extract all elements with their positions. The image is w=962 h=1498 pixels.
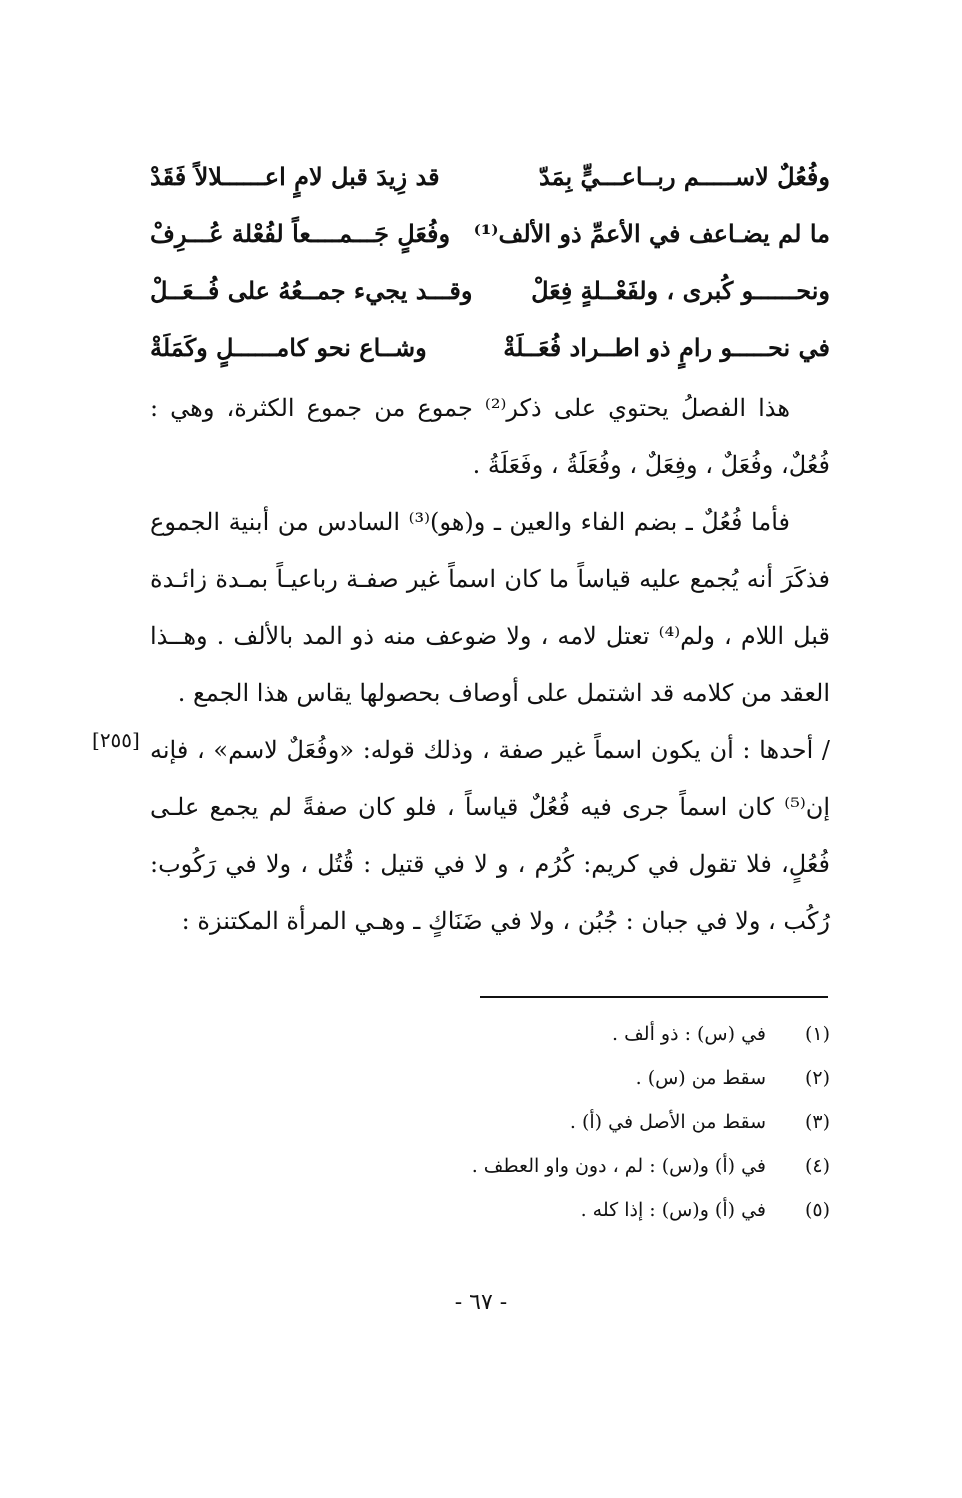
footnote-text: في (س) : ذو ألف . — [612, 1023, 766, 1045]
footnote — [150, 1188, 830, 1232]
verse-line — [150, 205, 830, 262]
verse-line — [150, 262, 830, 319]
footnote-number: (٤) — [804, 1155, 830, 1177]
body-text — [150, 380, 830, 950]
verse-first-hemistich: ما لم يضـاعف في الأعمِّ ذو الألف⁽¹⁾ — [473, 219, 830, 248]
footnote-number: (١) — [804, 1023, 830, 1045]
verse-first-hemistich: وفُعُلٌ لاســـــم ربــاعـــيٍّ بِمَدّ — [538, 162, 830, 191]
verse-first-hemistich: في نحـــــو رامٍ ذو اطــراد فُعَــلَةْ — [503, 333, 830, 362]
verse-block — [150, 148, 830, 376]
verse-line — [150, 319, 830, 376]
footnote — [150, 1100, 830, 1144]
footnote-number: (٢) — [804, 1067, 830, 1089]
footnote-text: في (أ) و(س) : إذا كله . — [580, 1199, 766, 1221]
paragraph: / أحدها : أن يكون اسماً غير صفة ، وذلك قوله: «وفُعَلٌ لاسم» ، فإنه إن⁽⁵⁾ كان اسماً جرى فيه فُعُلٌ قياساً ، فلو كان صفةً لم يجمع علـى فُعُلٍ، فلا تقول في كريم: كُرُم ، و لا في قتيل : قُتُل ، ولا في رَكُوب: رُكُب ، ولا في جبان : جُبُن ، ولا في ضَنَاكٍ ـ وهـي المرأة المكتنزة : — [150, 736, 830, 935]
verse-second-hemistich: وقـــد يجيء جمــعُهُ على فُــعَــلْ — [150, 276, 473, 305]
verse-line — [150, 148, 830, 205]
footnote-text: في (أ) و(س) : لم ، دون واو العطف . — [471, 1155, 766, 1177]
footnote — [150, 1012, 830, 1056]
footnote-text: سقط من (س) . — [635, 1067, 766, 1089]
verse-second-hemistich: قد زِيدَ قبل لامٍ اعــــــلالاً فَقَدْ — [150, 162, 440, 191]
page-number: - ٦٧ - — [454, 1290, 508, 1315]
footnotes — [150, 1012, 830, 1232]
footnote-text: سقط من الأصل في (أ) . — [569, 1111, 766, 1133]
footnote — [150, 1144, 830, 1188]
footnote-separator — [480, 996, 828, 998]
footnote-number: (٣) — [804, 1111, 830, 1133]
footnote-number: (٥) — [804, 1199, 830, 1221]
paragraph: هذا الفصلُ يحتوي على ذكر⁽²⁾ جموع من جموع الكثرة، وهي : فُعُلٌ، وفُعَلٌ ، وفِعَلٌ ، وفُعَلَةُ ، وفَعَلَةُ . — [150, 394, 830, 479]
paragraph: فأما فُعُلٌ ـ بضم الفاء والعين ـ و(هو)⁽³⁾ السادس من أبنية الجموع فذكَرَ أنه يُجمع عليه قياساً ما كان اسماً غير صفـة رباعيـاً بمـدة زائـدة قبل اللام ، ولم⁽⁴⁾ تعتل لامه ، ولا ضوعف منه ذو المد بالألف . وهــذا العقد من كلامه قد اشتمل على أوصاف بحصولها يقاس هذا الجمع . — [150, 508, 830, 707]
manuscript-folio-marker: [٢٥٥] — [92, 728, 140, 752]
verse-second-hemistich: وفُعَلٍ جَـــمــــعاً لفُعْلة عُـــرِفْ — [150, 219, 451, 248]
verse-first-hemistich: ونحــــــو كُبرى ، ولفَعْــلةٍ فِعَلْ — [531, 276, 830, 305]
verse-second-hemistich: وشــاع نحو كامــــــلٍ وكَمَلَةْ — [150, 333, 427, 362]
footnote — [150, 1056, 830, 1100]
